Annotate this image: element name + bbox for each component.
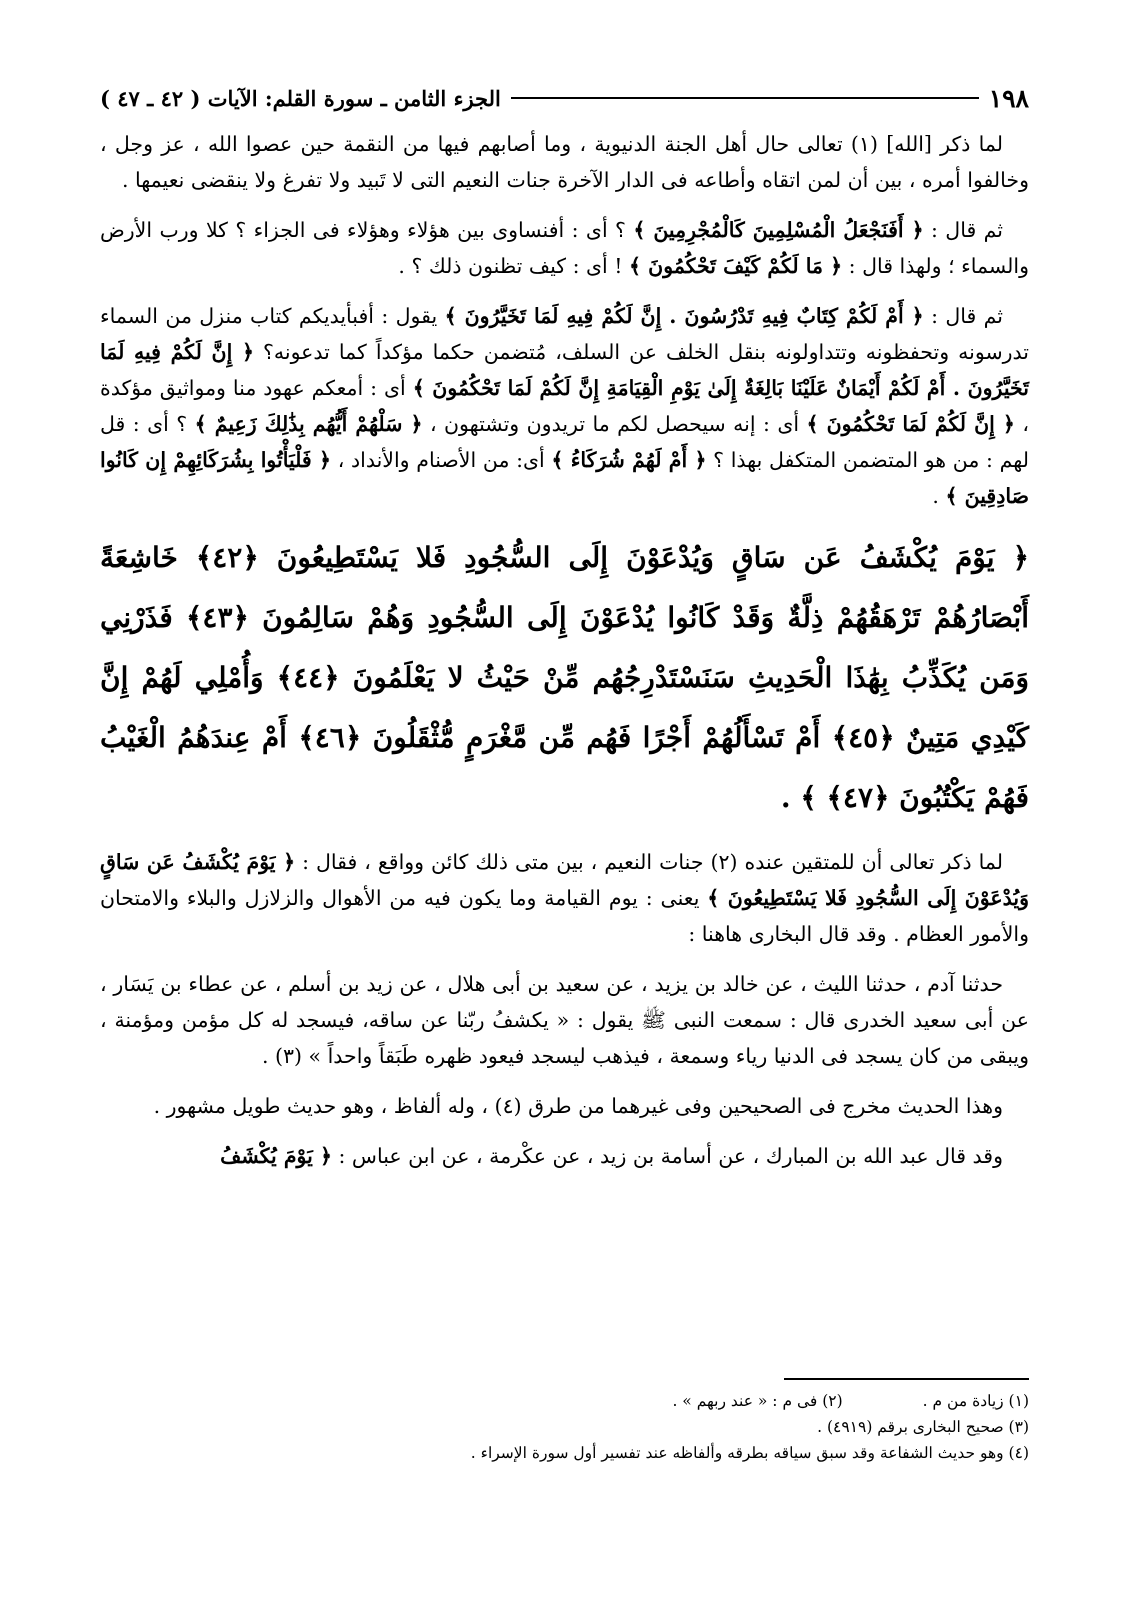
- paragraph-3: [100, 298, 1029, 514]
- footnote-2: (٢) فى م : « عند ربهم » .: [672, 1392, 843, 1410]
- footnotes: [100, 1388, 1029, 1466]
- quran-quote: ﴿ يَوْمَ يُكْشَفُ: [220, 1144, 332, 1168]
- page-number: ١٩٨: [988, 83, 1029, 113]
- verses-block: ﴿ يَوْمَ يُكْشَفُ عَن سَاقٍ وَيُدْعَوْنَ إِلَى السُّجُودِ فَلا يَسْتَطِيعُونَ ﴿٤٢﴾ خَاشِعَةً أَبْصَارُهُمْ تَرْهَقُهُمْ ذِلَّةٌ وَقَدْ كَانُوا يُدْعَوْنَ إِلَى السُّجُودِ وَهُمْ سَالِمُونَ ﴿٤٣﴾ فَذَرْنِي وَمَن يُكَذِّبُ بِهَٰذَا الْحَدِيثِ سَنَسْتَدْرِجُهُم مِّنْ حَيْثُ لا يَعْلَمُونَ ﴿٤٤﴾ وَأُمْلِي لَهُمْ إِنَّ كَيْدِي مَتِينٌ ﴿٤٥﴾ أَمْ تَسْأَلُهُمْ أَجْرًا فَهُم مِّن مَّغْرَمٍ مُّثْقَلُونَ ﴿٤٦﴾ أَمْ عِندَهُمُ الْغَيْبُ فَهُمْ يَكْتُبُونَ ﴿٤٧﴾ ﴾ .: [100, 541, 1030, 814]
- quran-quote: ﴿ إِنَّ لَكُمْ لَمَا تَحْكُمُونَ ﴾: [806, 412, 1015, 436]
- text: أى : أمعكم عهود منا ومواثيق مؤكدة ،: [100, 376, 1029, 436]
- quran-quote: ﴿ مَا لَكُمْ كَيْفَ تَحْكُمُونَ ﴾: [629, 254, 843, 278]
- quran-quote: ﴿ يَوْمَ يُكْشَفُ عَن سَاقٍ وَيُدْعَوْنَ إِلَى السُّجُودِ فَلا يَسْتَطِيعُونَ ﴾: [100, 850, 1030, 910]
- footnote-3: (٣) صحيح البخارى برقم (٤٩١٩) .: [817, 1418, 1029, 1436]
- quran-quote: ﴿ أَمْ لَكُمْ كِتَابٌ فِيهِ تَدْرُسُونَ . إِنَّ لَكُمْ فِيهِ لَمَا تَخَيَّرُونَ ﴾: [444, 304, 924, 328]
- paragraph-7: [100, 1138, 1029, 1174]
- text: أى: من الأصنام والأنداد ،: [337, 448, 545, 472]
- header-rule: [511, 97, 979, 99]
- page-header: [100, 78, 1029, 118]
- text: ثم قال :: [931, 218, 1003, 242]
- paragraph-2: [100, 212, 1029, 284]
- paragraph-6: وهذا الحديث مخرج فى الصحيحين وفى غيرهما من طرق (٤) ، وله ألفاظ ، وهو حديث طويل مشهور .: [153, 1094, 1003, 1118]
- quran-quote: ﴿ أَفَنَجْعَلُ الْمُسْلِمِينَ كَالْمُجْرِمِينَ ﴾: [633, 218, 924, 242]
- text: .: [932, 484, 939, 508]
- text: يعنى : يوم القيامة وما يكون فيه من الأهوال والزلازل والبلاء والامتحان والأمور العظام . وقد قال البخارى هاهنا :: [100, 886, 1029, 946]
- running-title: الجزء الثامن ـ سورة القلم: الآيات ( ٤٢ ـ ٤٧ ): [100, 85, 501, 111]
- quran-quote: ﴿ سَلْهُمْ أَيُّهُم بِذَٰلِكَ زَعِيمٌ ﴾: [194, 412, 423, 436]
- footnote-1: (١) زيادة من م .: [922, 1392, 1029, 1410]
- text: ثم قال :: [931, 304, 1004, 328]
- footnote-4: (٤) وهو حديث الشفاعة وقد سبق سياقه بطرقه وألفاظه عند تفسير أول سورة الإسراء .: [470, 1444, 1029, 1462]
- footnote-line: [100, 1388, 1029, 1414]
- text: وقد قال عبد الله بن المبارك ، عن أسامة بن زيد ، عن عكْرمة ، عن ابن عباس :: [338, 1144, 1003, 1168]
- text: لما ذكر تعالى أن للمتقين عنده (٢) جنات النعيم ، بين متى ذلك كائن وواقع ، فقال :: [302, 850, 1003, 874]
- paragraph-5: حدثنا آدم ، حدثنا الليث ، عن خالد بن يزيد ، عن سعيد بن أبى هلال ، عن زيد بن أسلم ، عن عطاء بن يَسَار ، عن أبى سعيد الخدرى قال : سمعت النبى ﷺ يقول : « يكشفُ ربّنا عن ساقه، فيسجد له كل مؤمن ومؤمنة ، ويبقى من كان يسجد فى الدنيا رياء وسمعة ، فيذهب ليسجد فيعود ظهره طَبَقاً واحداً » (٣) .: [100, 972, 1029, 1068]
- quran-quote: ﴿ إِنَّ لَكُمْ فِيهِ لَمَا تَخَيَّرُونَ . أَمْ لَكُمْ أَيْمَانٌ عَلَيْنَا بَالِغَةٌ إِلَىٰ يَوْمِ الْقِيَامَةِ إِنَّ لَكُمْ لَمَا تَحْكُمُونَ ﴾: [100, 340, 1029, 400]
- quran-quote: ﴿ فَلْيَأْتُوا بِشُرَكَائِهِمْ إِن كَانُوا صَادِقِينَ ﴾: [100, 448, 1029, 508]
- quran-quote: ﴿ أَمْ لَهُمْ شُرَكَاءُ ﴾: [551, 448, 707, 472]
- text: ! أى : كيف تظنون ذلك ؟ .: [398, 254, 623, 278]
- text: ؟ أى : قل لهم : من هو المتضمن المتكفل بهذا ؟: [100, 412, 1029, 472]
- text: أى : إنه سيحصل لكم ما تريدون وتشتهون ،: [429, 412, 800, 436]
- paragraph-4: [100, 844, 1029, 952]
- text: ؟ أى : أفنساوى بين هؤلاء وهؤلاء فى الجزاء ؟ كلا ورب الأرض والسماء ؛ ولهذا قال :: [100, 218, 1029, 278]
- text: يقول : أفبأيديكم كتاب منزل من السماء تدرسونه وتحفظونه وتتداولونه بنقل الخلف عن السلف، مُتضمن حكما مؤكداً كما تدعونه؟: [100, 304, 1029, 364]
- paragraph-1: لما ذكر [الله] (١) تعالى حال أهل الجنة الدنيوية ، وما أصابهم فيها من النقمة حين عصوا الله ، عز وجل ، وخالفوا أمره ، بين أن لمن اتقاه وأطاعه فى الدار الآخرة جنات النعيم التى لا تَبيد ولا تفرغ ولا ينقضى نعيمها .: [100, 132, 1029, 192]
- footnote-rule: [784, 1378, 1029, 1380]
- page-body: [100, 126, 1029, 1188]
